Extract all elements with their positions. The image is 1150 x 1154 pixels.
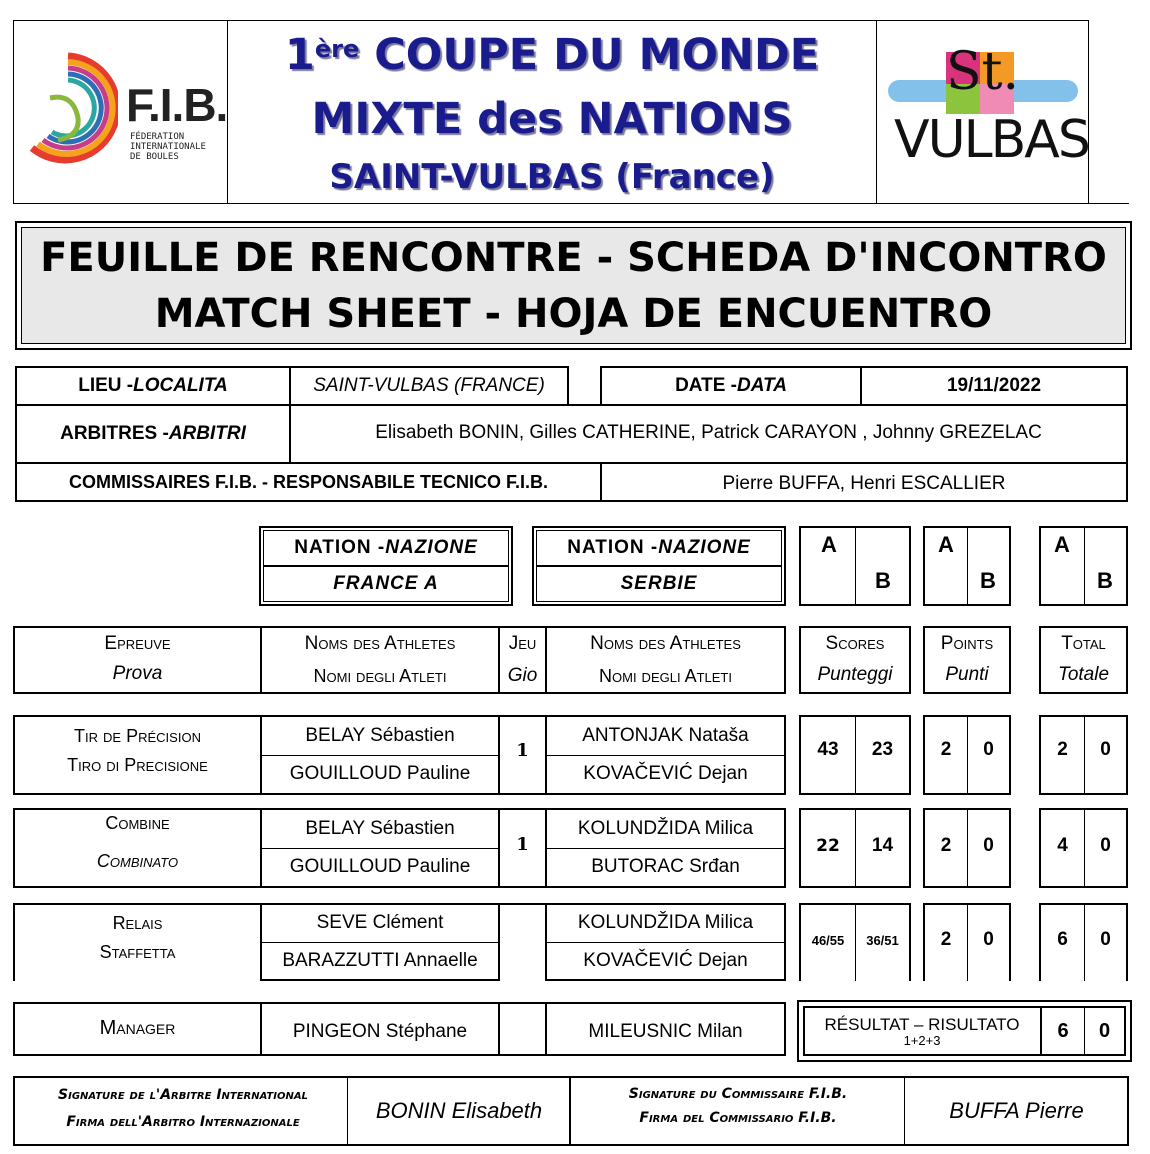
nation-b-label: NATION - NAZIONE [536,530,782,566]
points-b: 0 [983,929,994,950]
fib-logo [18,48,228,176]
total-b: 0 [1100,929,1111,950]
points-b: 0 [983,835,994,856]
title-line-1: 1 $^{ère}$ COUPE DU MONDE [284,30,820,80]
title-line-3: SAINT-VULBAS (France) [329,157,775,197]
signature-arbitre-label: Signature de l'Arbitre International Firma dell'Arbitro Internazionale [58,1087,308,1130]
score-a: 46/55 [811,932,845,948]
ab-points-a: A [938,532,954,557]
lieu-value: SAINT-VULBAS (FRANCE) [289,366,569,406]
athlete-b-1: KOLUNDŽIDA Milica [577,818,754,839]
ab-box-total [1039,526,1128,606]
total-box [1039,808,1128,888]
col-jeu: Jeu [508,633,537,654]
col-punti: Punti [945,664,989,685]
athlete-a-1: BELAY Sébastien [305,818,455,839]
col-nomi-b: Nomi degli Atleti [599,665,732,686]
points-a: 2 [940,929,952,950]
banner-line-2: MATCH SHEET - HOJA DE ENCUENTRO [154,291,993,337]
lieu-label: LIEU - LOCALITA [15,366,291,406]
manager-a: PINGEON Stéphane [292,1021,468,1042]
nation-a-label: NATION - NAZIONE [263,530,509,566]
ab-box-scores [799,526,911,606]
event-name-fr: Relais [112,912,163,933]
col-scores: Scores [825,633,885,654]
score-a: 22 [816,836,840,856]
jeu-value: 1 [516,833,529,855]
jeu-value [500,903,545,979]
col-points: Points [940,633,994,654]
score-a: 43 [817,739,839,760]
col-totale: Totale [1057,664,1110,685]
signature-arbitre-name: BONIN Elisabeth [375,1098,543,1123]
result-label: RÉSULTAT – RISULTATO [824,1015,1020,1034]
col-scores-box [799,626,911,694]
nation-b-name: SERBIE [536,566,782,602]
commissaires-label: COMMISSAIRES F.I.B. - RESPONSABILE TECNICO F.I.B. [15,462,602,502]
nation-a-box [259,526,513,606]
ab-points-b: B [980,568,996,593]
vulbas-logo-name: VULBAS [894,110,1089,170]
result-sub: 1+2+3 [903,1032,941,1048]
points-a: 2 [940,835,952,856]
athlete-a-2: BARAZZUTTI Annaelle [282,950,478,971]
date-label: DATE - DATA [600,366,862,406]
col-noms-b: Noms des Athletes [590,633,741,654]
date-value: 19/11/2022 [860,366,1128,406]
arbitres-label: ARBITRES - ARBITRI [15,404,291,464]
fib-logo-subtitle: FÉDERATION INTERNATIONALE DE BOULES [130,132,206,162]
points-a: 2 [940,739,952,760]
score-box [799,903,911,981]
total-b: 0 [1100,835,1111,856]
total-a: 2 [1057,739,1068,760]
jeu-value: 1 [516,739,529,761]
header-divider-right [876,20,877,204]
nation-b-box [532,526,786,606]
athlete-a-2: GOUILLOUD Pauline [289,763,471,784]
col-punteggi: Punteggi [817,664,893,685]
total-box [1039,715,1128,795]
vulbas-logo [880,40,1089,190]
score-box [799,808,911,888]
athlete-b-2: BUTORAC Srđan [591,856,740,877]
signature-commissaire-label: Signature du Commissaire F.I.B. Firma del Commissario F.I.B. [628,1086,848,1126]
score-box [799,715,911,795]
fib-logo-text: F.I.B. [126,79,228,131]
event-name-it: Tiro di Precisione [67,754,208,775]
result-b: 0 [1098,1019,1111,1042]
points-b: 0 [983,739,994,760]
manager-label: Manager [99,1016,176,1039]
arbitres-value: Elisabeth BONIN, Gilles CATHERINE, Patrick CARAYON , Johnny GREZELAC [289,404,1128,464]
col-nomi-a: Nomi degli Atleti [313,665,447,686]
result-a: 6 [1057,1019,1069,1042]
event-name-it: Combinato [96,850,179,871]
athlete-a-1: SEVE Clément [316,912,444,933]
total-box [1039,903,1128,981]
event-name-fr: Tir de Précision [74,725,201,746]
fib-emblem-icon [18,48,118,176]
ab-scores-a: A [821,532,837,557]
points-box [923,903,1011,981]
col-gio: Gio [507,665,538,686]
athlete-b-1: ANTONJAK Nataša [582,725,749,746]
ab-box-points [923,526,1011,606]
total-a: 6 [1057,929,1068,950]
points-box [923,808,1011,888]
col-epreuve: Epreuve [104,633,171,654]
score-b: 23 [871,739,894,760]
athlete-a-1: BELAY Sébastien [305,725,455,746]
signature-commissaire-name: BUFFA Pierre [949,1098,1084,1123]
col-total: Total [1061,633,1106,654]
ab-scores-b: B [875,568,891,593]
total-b: 0 [1100,739,1111,760]
score-b: 14 [871,835,894,856]
ab-total-a: A [1054,532,1070,557]
col-points-box [923,626,1011,694]
commissaires-value: Pierre BUFFA, Henri ESCALLIER [600,462,1128,502]
col-noms-a: Noms des Athletes [304,633,456,654]
title-line-2: MIXTE des NATIONS [311,94,793,144]
banner-line-1: FEUILLE DE RENCONTRE - SCHEDA D'INCONTRO [40,235,1107,281]
event-name-it: Staffetta [99,941,176,962]
manager-b: MILEUSNIC Milan [588,1021,743,1042]
vulbas-logo-st: St. [946,42,1020,102]
ab-total-b: B [1097,568,1113,593]
athlete-a-2: GOUILLOUD Pauline [289,856,471,877]
col-total-box [1039,626,1128,694]
total-a: 4 [1057,835,1068,856]
score-b: 36/51 [866,932,899,948]
header-underline [13,203,1129,204]
athlete-b-2: KOVAČEVIĆ Dejan [583,763,748,784]
athlete-b-2: KOVAČEVIĆ Dejan [583,950,748,971]
points-box [923,715,1011,795]
nation-a-name: FRANCE A [263,566,509,602]
event-name-fr: Combine [105,812,170,833]
athlete-b-1: KOLUNDŽIDA Milica [577,912,754,933]
col-prova: Prova [112,663,163,684]
